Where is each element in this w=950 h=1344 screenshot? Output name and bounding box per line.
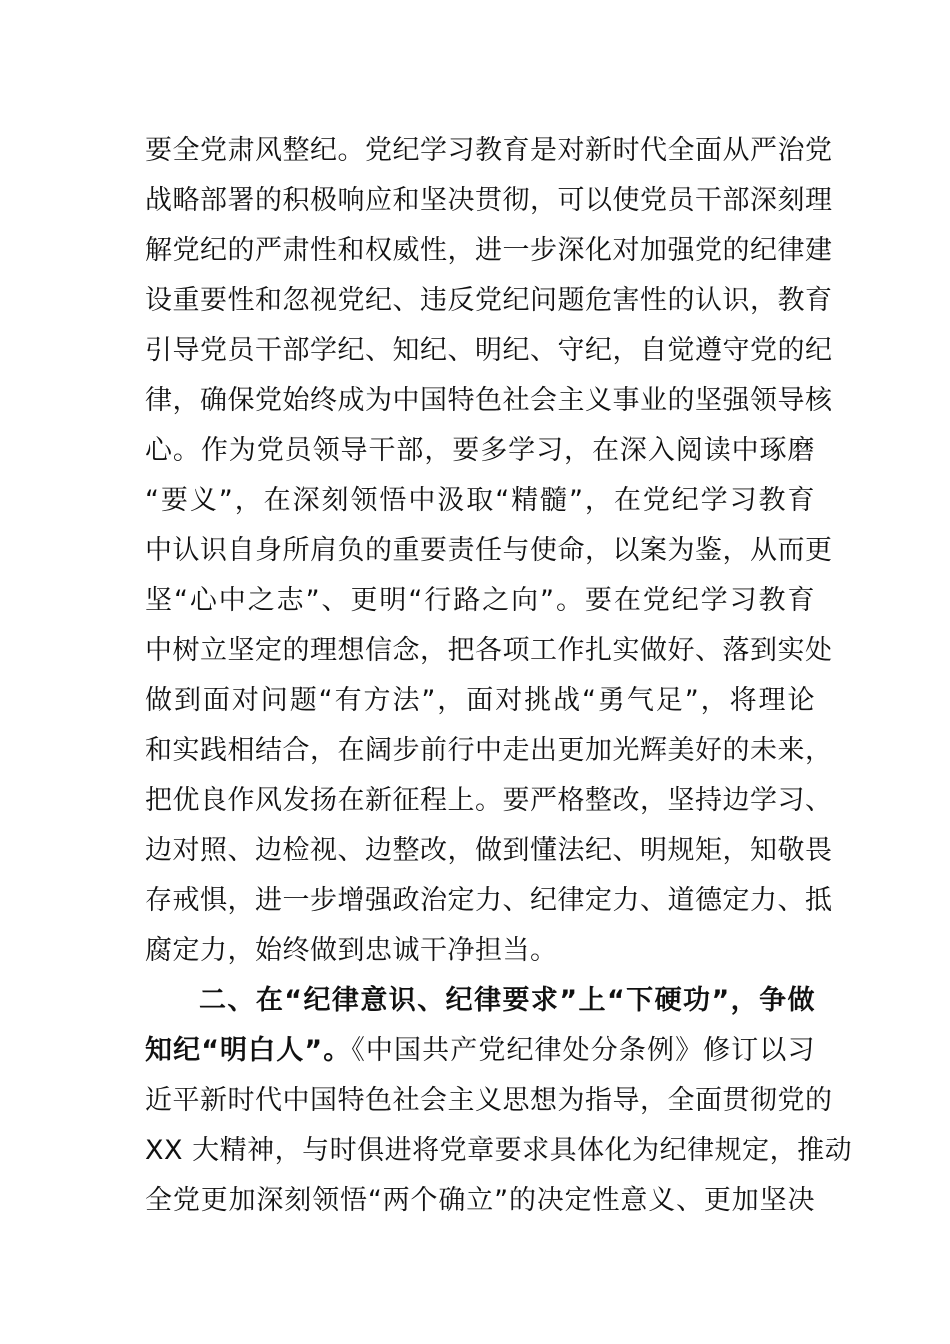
- text-line: 设重要性和忽视党纪、违反党纪问题危害性的认识，教育: [145, 285, 833, 316]
- paragraph-2: [145, 976, 853, 1226]
- text-line: [145, 1026, 815, 1076]
- text-line: 引导党员干部学纪、知纪、明纪、守纪，自觉遵守党的纪: [145, 335, 833, 366]
- text-line: 要全党肃风整纪。党纪学习教育是对新时代全面从严治党: [145, 135, 833, 166]
- text-line: 腐定力，始终做到忠诚干净担当。: [145, 935, 558, 966]
- text-line: 解党纪的严肃性和权威性，进一步深化对加强党的纪律建: [145, 235, 833, 266]
- text-line: 中认识自身所肩负的重要责任与使命，以案为鉴，从而更: [145, 535, 833, 566]
- text-line: 边对照、边检视、边整改，做到懂法纪、明规矩，知敬畏: [145, 835, 833, 866]
- section-heading: 二、在“纪律意识、纪律要求”上“下硬功”，争做: [199, 985, 815, 1016]
- text-line: 近平新时代中国特色社会主义思想为指导，全面贯彻党的: [145, 1085, 833, 1116]
- text-line: 战略部署的积极响应和坚决贯彻，可以使党员干部深刻理: [145, 185, 833, 216]
- text-line: 全党更加深刻领悟“两个确立”的决定性意义、更加坚决: [145, 1185, 815, 1216]
- section-heading-continued: 知纪“明白人”。: [145, 1035, 352, 1066]
- text-line: “要义”，在深刻领悟中汲取“精髓”，在党纪学习教育: [145, 485, 815, 516]
- document-body: [145, 126, 853, 1226]
- text-line: 把优良作风发扬在新征程上。要严格整改，坚持边学习、: [145, 785, 833, 816]
- text-line: 做到面对问题“有方法”，面对挑战“勇气足”，将理论: [145, 685, 815, 716]
- text-line: 坚“心中之志”、更明“行路之向”。要在党纪学习教育: [145, 585, 815, 616]
- text-segment: 《中国共产党纪律处分条例》修订以习: [351, 1035, 815, 1066]
- text-line: 中树立坚定的理想信念，把各项工作扎实做好、落到实处: [145, 635, 833, 666]
- paragraph-1: [145, 126, 833, 976]
- text-line: 和实践相结合，在阔步前行中走出更加光辉美好的未来，: [145, 735, 833, 766]
- text-line: 存戒惧，进一步增强政治定力、纪律定力、道德定力、抵: [145, 885, 833, 916]
- text-line: XX 大精神，与时俱进将党章要求具体化为纪律规定，推动: [145, 1135, 853, 1166]
- text-line: 心。作为党员领导干部，要多学习，在深入阅读中琢磨: [145, 435, 815, 466]
- text-line: 律，确保党始终成为中国特色社会主义事业的坚强领导核: [145, 385, 833, 416]
